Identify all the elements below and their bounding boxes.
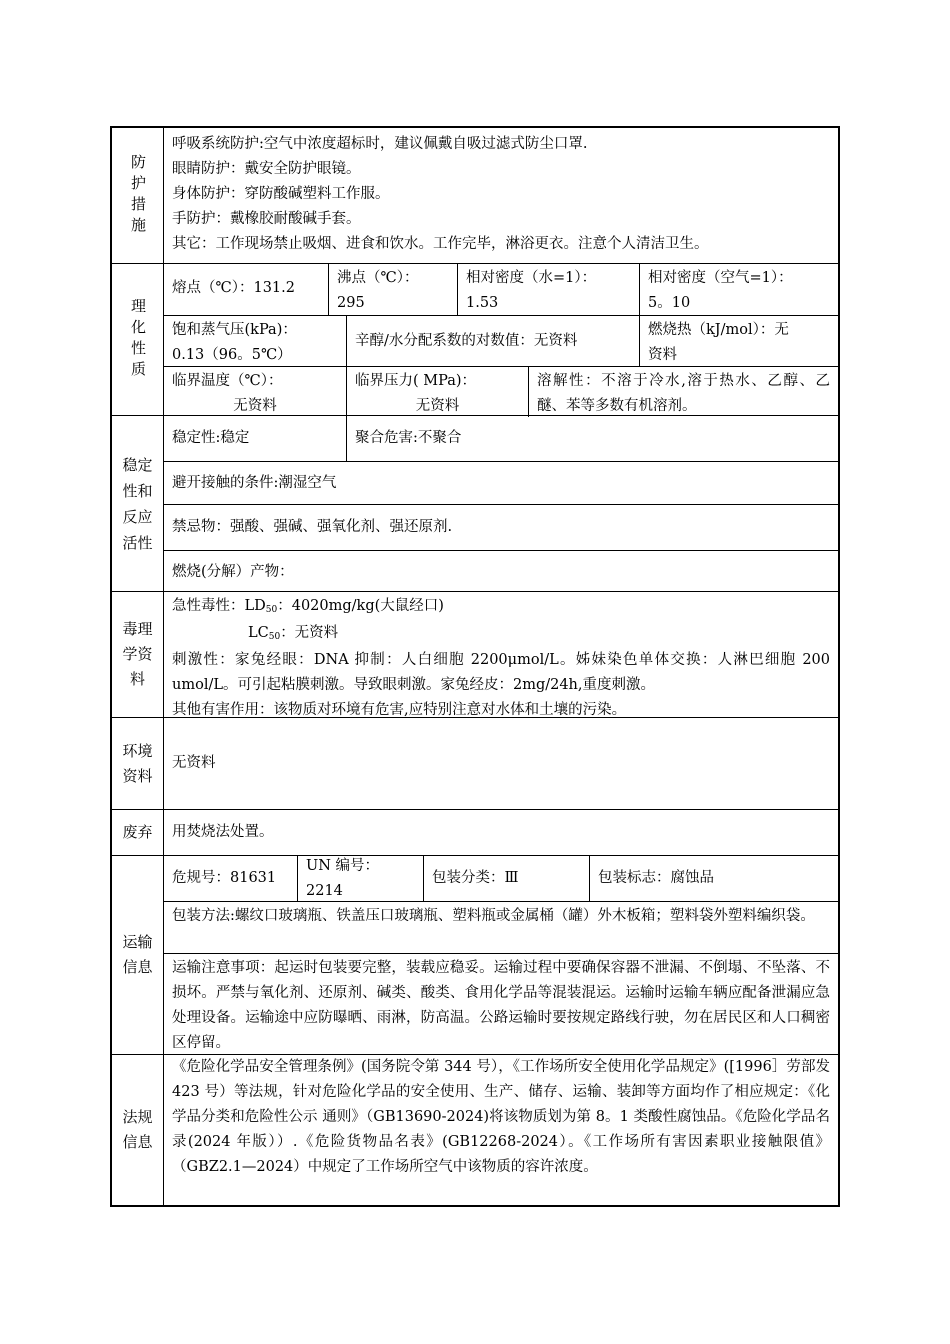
body-protection: 身体防护：穿防酸碱塑料工作服。 <box>172 186 390 202</box>
packing-method: 包装方法:螺纹口玻璃瓶、铁盖压口玻璃瓶、塑料瓶或金属桶（罐）外木板箱；塑料袋外塑料编织袋。 <box>172 908 815 924</box>
stability-value: 稳定性:稳定 <box>172 430 250 446</box>
rel-density-water <box>457 264 639 315</box>
acute-toxicity-lc50 <box>164 621 838 648</box>
critical-temp-value: 无资料 <box>233 398 277 414</box>
msds-table <box>110 126 840 1207</box>
toxicology-label-text: 毒理学资料 <box>122 620 153 688</box>
boiling-point-label: 沸点（℃）： <box>337 270 419 286</box>
environment-label <box>112 718 164 809</box>
stability-label-text: 稳定性和反应活性 <box>122 455 153 552</box>
protection-content <box>164 128 838 263</box>
combustion-heat-value: 资料 <box>648 347 677 363</box>
ld50-value: ：4020mg/kg(大鼠经口) <box>277 598 444 614</box>
solubility: 溶解性：不溶于冷水,溶于热水、乙醇、乙醚、苯等多数有机溶剂。 <box>528 367 838 417</box>
critical-temp <box>164 367 346 417</box>
disposal-content <box>164 810 838 855</box>
ld-subscript: 50 <box>265 605 278 615</box>
ld-label: 急性毒性：LD <box>172 598 266 614</box>
hazard-number: 危规号：81631 <box>172 870 277 886</box>
disposal-text: 用焚烧法处置。 <box>172 824 274 840</box>
other-protection: 其它：工作现场禁止吸烟、进食和饮水。工作完毕，淋浴更衣。注意个人清洁卫生。 <box>172 236 709 252</box>
critical-pressure <box>346 367 528 417</box>
toxicology-content <box>164 592 838 717</box>
critical-pressure-value: 无资料 <box>415 398 460 414</box>
avoid-conditions: 避开接触的条件:潮湿空气 <box>172 474 337 491</box>
rel-density-water-label: 相对密度（水=1）： <box>466 270 597 286</box>
transport-label <box>112 856 164 1054</box>
environment-section <box>112 717 838 809</box>
physchem-content <box>164 264 838 415</box>
stability-section <box>112 415 838 591</box>
transport-content <box>164 856 838 1054</box>
toxicology-label <box>112 592 164 717</box>
vapor-pressure-value: 0.13（96。5℃） <box>172 347 292 363</box>
rel-density-water-value: 1.53 <box>466 295 499 311</box>
rel-density-air <box>639 264 838 315</box>
physchem-label: 理化性质 <box>112 264 164 415</box>
eye-protection: 眼睛防护：戴安全防护眼镜。 <box>172 161 361 177</box>
critical-pressure-label: 临界压力( MPa)： <box>355 373 477 389</box>
environment-text: 无资料 <box>172 755 216 771</box>
critical-temp-label: 临界温度（℃）： <box>172 373 283 389</box>
environment-label-text: 环境资料 <box>122 741 153 785</box>
combustion-heat <box>639 316 838 366</box>
hand-protection: 手防护：戴橡胶耐酸碱手套。 <box>172 211 361 227</box>
regulations-content <box>164 1055 838 1205</box>
combustion-heat-label: 燃烧热（kJ/mol）：无 <box>648 322 789 338</box>
boiling-point-value: 295 <box>337 295 365 311</box>
vapor-pressure-label: 饱和蒸气压(kPa)： <box>172 322 297 338</box>
protection-section <box>112 128 838 263</box>
decomposition-products: 燃烧(分解）产物： <box>172 564 294 580</box>
lc-label: LC <box>248 625 269 641</box>
disposal-label: 废弃 <box>112 810 164 855</box>
packing-class: 包装分类：Ⅲ <box>423 856 589 901</box>
incompatibles: 禁忌物：强酸、强碱、强氧化剂、强还原剂. <box>172 519 453 535</box>
irritation-text: 刺激性：家兔经眼：DNA 抑制：人白细胞 2200μmol/L。姊妹染色单体交换：人淋巴细胞 200 umol/L。可引起粘膜刺激。导致眼刺激。家兔经皮：2mg/24h,重度刺激。 <box>172 652 830 693</box>
transport-notes: 运输注意事项：起运时包装要完整，装载应稳妥。运输过程中要确保容器不泄漏、不倒塌、不坠落、不损坏。严禁与氧化剂、还原剂、碱类、酸类、食用化学品等混装混运。运输时运输车辆应配备泄漏应急处理设备。运输途中应防曝晒、雨淋，防高温。公路运输时要按规定路线行驶，勿在居民区和人口稠密区停留。 <box>172 960 830 1051</box>
packing-mark: 包装标志：腐蚀品 <box>589 856 838 901</box>
polymerization-hazard: 聚合危害:不聚合 <box>346 416 838 461</box>
melting-point <box>164 264 328 315</box>
protection-label: 防护措施 <box>112 128 164 263</box>
rel-density-air-value: 5。10 <box>648 295 691 311</box>
physchem-section <box>112 263 838 415</box>
lc-subscript: 50 <box>268 632 281 642</box>
acute-toxicity-ld50 <box>164 594 838 621</box>
partition-coeff <box>346 316 639 366</box>
environment-content <box>164 718 838 809</box>
melting-point-text: 熔点（℃）：131.2 <box>172 280 295 296</box>
un-number: UN 编号：2214 <box>297 856 423 901</box>
transport-section <box>112 855 838 1054</box>
regulations-section <box>112 1054 838 1205</box>
lc50-value: ：无资料 <box>280 625 339 641</box>
vapor-pressure <box>164 316 346 366</box>
toxicology-section <box>112 591 838 717</box>
boiling-point <box>328 264 457 315</box>
partition-coeff-text: 辛醇/水分配系数的对数值：无资料 <box>355 332 578 349</box>
regulations-text: 《危险化学品安全管理条例》(国务院令第 344 号），《工作场所安全使用化学品规定》([1996］劳部发 423 号）等法规，针对危险化学品的安全使用、生产、储存、运输、装卸等方面均作了相应规定：《化学品分类和危险性公示 通则》（GB13690-2024)将该物质划为第 8。1 类酸性腐蚀品。《危险化学品名录(2024 年版））.《危险货物品名表》(GB12268-2024）。《工作场所有害因素职业接触限值》（GBZ2.1—2024）中规定了工作场所空气中该物质的容许浓度。 <box>172 1059 830 1175</box>
respiratory-protection: 呼吸系统防护:空气中浓度超标时，建议佩戴自吸过滤式防尘口罩. <box>172 136 588 152</box>
disposal-section <box>112 809 838 855</box>
regulations-label-text: 法规信息 <box>122 1108 153 1151</box>
other-hazards: 其他有害作用：该物质对环境有危害,应特别注意对水体和土壤的污染。 <box>172 702 627 718</box>
transport-label-text: 运输信息 <box>122 933 153 976</box>
regulations-label <box>112 1055 164 1205</box>
stability-content <box>164 416 838 591</box>
rel-density-air-label: 相对密度（空气=1）： <box>648 270 793 286</box>
stability-label <box>112 416 164 591</box>
